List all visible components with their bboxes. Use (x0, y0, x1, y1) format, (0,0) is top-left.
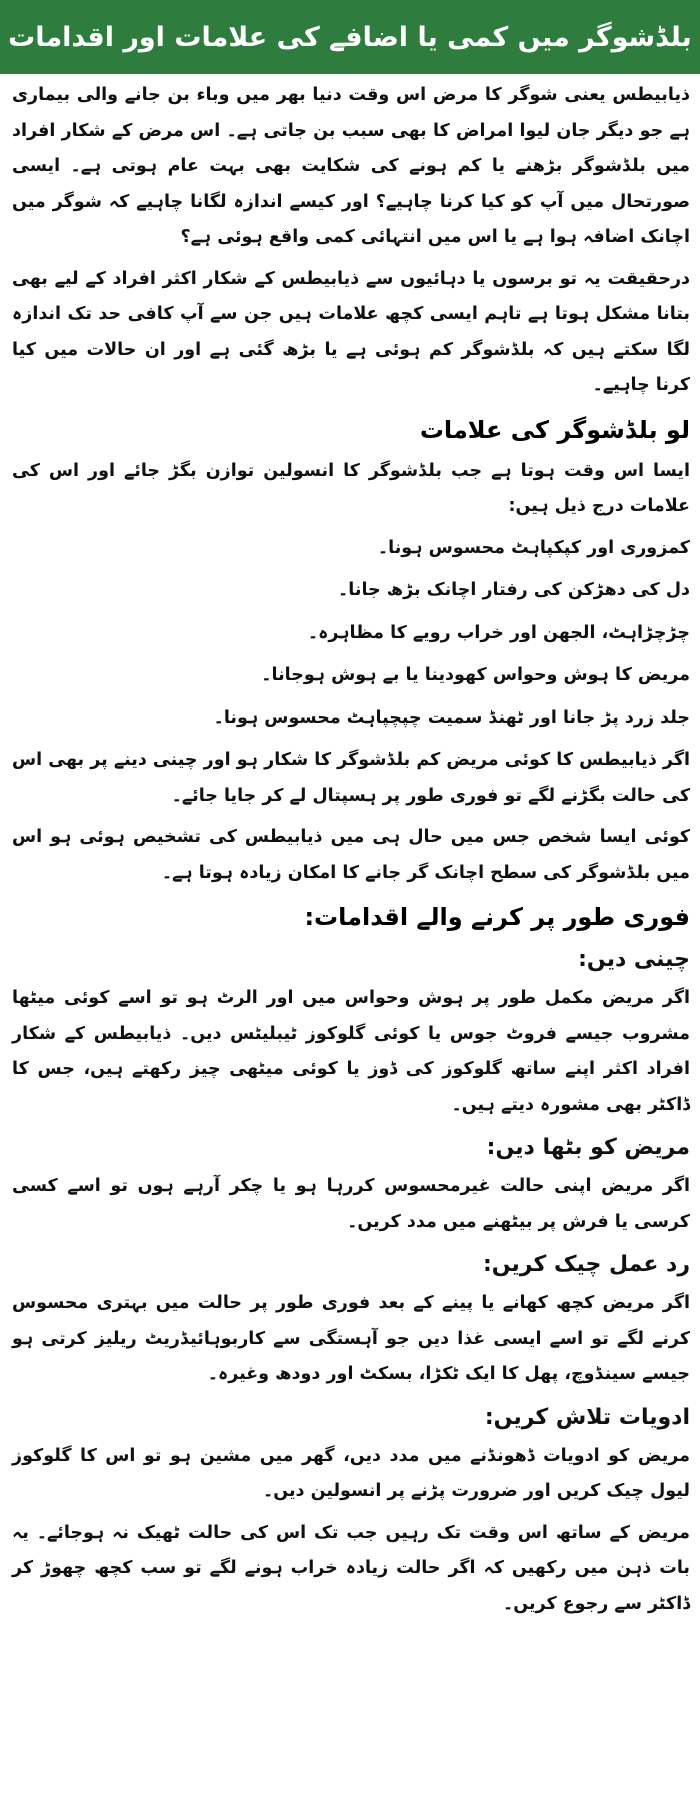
symptom-item: مریض کا ہوش وحواس کھودینا یا بے ہوش ہوجانا۔ (261, 665, 690, 685)
intro-paragraph: درحقیقت یہ تو برسوں یا دہائیوں سے ذیابیطس کے شکار اکثر افراد کے لیے بھی بتانا مشکل ہوتا ہے تاہم ایسی کچھ علامات ہیں جن سے آپ کافی حد تک اندازہ لگا سکتے ہیں کہ بلڈشوگر کم ہوئی ہے یا بڑھ گئی ہے اور ان حالات میں کیا کرنا چاہیے۔ (12, 268, 690, 395)
section-heading-immediate-steps: فوری طور پر کرنے والے اقدامات: (304, 903, 690, 931)
symptoms-lead: ایسا اس وقت ہوتا ہے جب بلڈشوگر کا انسولین توازن بگڑ جائے اور اس کی علامات درج ذیل ہیں: (12, 460, 690, 516)
step-title-give-sugar: چینی دیں: (578, 947, 690, 972)
page-title: بلڈشوگر میں کمی یا اضافے کی علامات اور اقدامات (8, 21, 692, 53)
step-title-find-medicine: ادویات تلاش کریں: (484, 1404, 690, 1430)
page-title-banner (0, 0, 700, 74)
hospital-advice-paragraph: اگر ذیابیطس کا کوئی مریض کم بلڈشوگر کا شکار ہو اور چینی دینے پر بھی اس کی حالت بگڑنے لگے تو فوری طور پر ہسپتال لے کر جایا جائے۔ (12, 750, 690, 806)
article-body (12, 78, 690, 1628)
step-text-seat-patient: اگر مریض اپنی حالت غیرمحسوس کررہا ہو یا چکر آرہے ہوں تو اسے کسی کرسی یا فرش پر بیٹھنے میں مدد کریں۔ (12, 1176, 690, 1232)
symptom-item: کمزوری اور کپکپاہٹ محسوس ہونا۔ (377, 537, 690, 558)
step-text-give-sugar: اگر مریض مکمل طور پر ہوش وحواس میں اور الرٹ ہو تو اسے کوئی میٹھا مشروب جیسے فروٹ جوس یا کوئی گلوکوز ٹیبلیٹس دیں۔ ذیابیطس کے شکار افراد اکثر اپنے ساتھ گلوکوز کی ڈوز یا کوئی میٹھی چیز رکھتے ہیں، جس کا ڈاکٹر بھی مشورہ دیتے ہیں۔ (12, 988, 690, 1115)
step-title-seat-patient: مریض کو بٹھا دیں: (486, 1135, 690, 1160)
intro-paragraph: ذیابیطس یعنی شوگر کا مرض اس وقت دنیا بھر میں وباء بن جانے والی بیماری ہے جو دیگر جان لیوا امراض کا بھی سبب بن جاتی ہے۔ اس مرض کے شکار افراد میں بلڈشوگر بڑھنے یا کم ہونے کی شکایت بھی بہت عام ہوتی ہے۔ ایسی صورتحال میں آپ کو کیا کرنا چاہیے؟ اور کیسے اندازہ لگانا چاہیے کہ شوگر میں اچانک اضافہ ہوا ہے یا اس میں انتہائی کمی واقع ہوئی ہے؟ (12, 85, 690, 247)
step-text-find-medicine: مریض کو ادویات ڈھونڈنے میں مدد دیں، گھر میں مشین ہو تو اس کا گلوکوز لیول چیک کریں اور ضرورت پڑنے پر انسولین دیں۔ (12, 1445, 690, 1501)
section-heading-low-sugar-symptoms: لو بلڈشوگر کی علامات (419, 415, 690, 444)
new-diagnosis-paragraph: کوئی ایسا شخص جس میں حال ہی میں ذیابیطس کی تشخیص ہوئی ہو اس میں بلڈشوگر کی سطح اچانک گر جانے کا امکان زیادہ ہوتا ہے۔ (12, 827, 690, 883)
step-title-check-response: رد عمل چیک کریں: (482, 1252, 690, 1277)
step-text-check-response: اگر مریض کچھ کھانے یا پینے کے بعد فوری طور پر حالت میں بہتری محسوس کرنے لگے تو اسے ایسی غذا دیں جو آہستگی سے کاربوہائیڈریٹ ریلیز کرتی ہو جیسے سینڈوچ، پھل کا ایک ٹکڑا، بسکٹ اور دودھ وغیرہ۔ (12, 1293, 690, 1384)
symptom-item: دل کی دھڑکن کی رفتار اچانک بڑھ جانا۔ (338, 580, 690, 600)
closing-paragraph: مریض کے ساتھ اس وقت تک رہیں جب تک اس کی حالت ٹھیک نہ ہوجائے۔ یہ بات ذہن میں رکھیں کہ اگر حالت زیادہ خراب ہونے لگے تو سب کچھ چھوڑ کر ڈاکٹر سے رجوع کریں۔ (12, 1522, 690, 1614)
symptom-item: چڑچڑاہٹ، الجھن اور خراب رویے کا مظاہرہ۔ (307, 622, 690, 643)
symptom-item: جلد زرد پڑ جانا اور ٹھنڈ سمیت چپچپاہٹ محسوس ہونا۔ (213, 707, 690, 728)
